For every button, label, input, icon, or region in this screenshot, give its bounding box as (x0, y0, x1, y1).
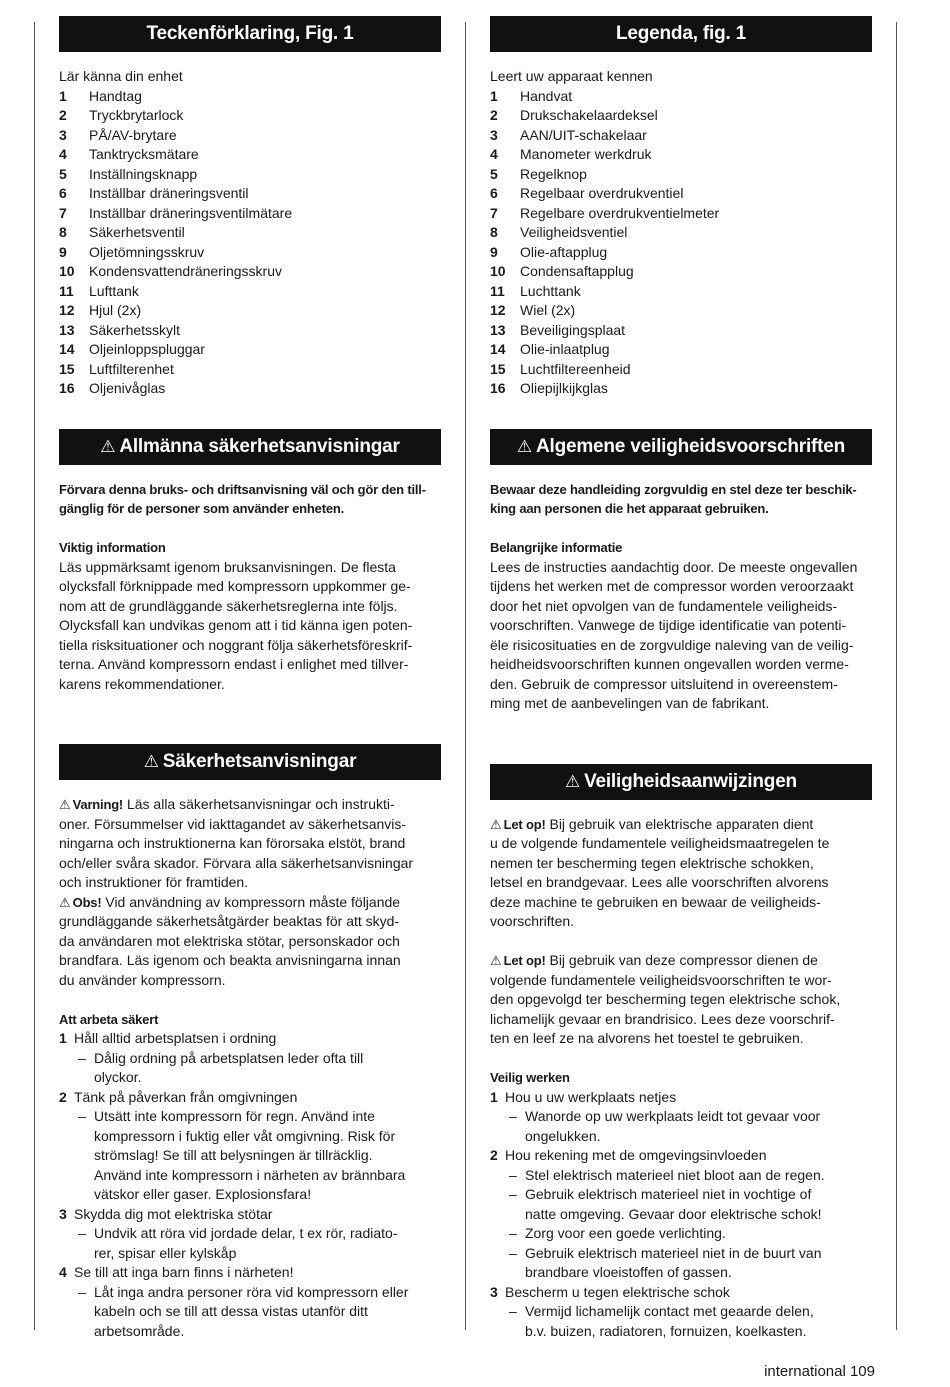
legend-item-label: Regelknop (520, 165, 587, 182)
lead-text-line: Bewaar deze handleiding zorgvuldig en stel deze ter beschik- (490, 481, 857, 497)
sub-item-text: rer, spisar eller kylskåp (94, 1244, 237, 1261)
legend-item-number: 2 (490, 107, 498, 123)
sub-item-line (59, 1068, 441, 1088)
legend-item (59, 321, 441, 341)
sub-item-text: Använd inte kompressorn i närheten av brännbara (94, 1166, 406, 1183)
sub-item-line (490, 1107, 872, 1127)
sub-item-line (59, 1322, 441, 1342)
lead-text-line: Förvara denna bruks- och driftsanvisning väl och gör den till- (59, 481, 426, 497)
dash-bullet (78, 1127, 94, 1147)
sub-item-text: Zorg voor een goede verlichting. (525, 1225, 726, 1241)
subheading: Att arbeta säkert (59, 1011, 159, 1027)
legend-item (59, 301, 441, 321)
column-divider-center (465, 22, 466, 1330)
legend-item (59, 126, 441, 146)
safety-instructions-section (59, 795, 441, 1341)
list-item-number: 3 (59, 1205, 67, 1222)
warning-text-line (490, 951, 872, 971)
warning-label: Obs! (72, 894, 102, 910)
sub-item-text: Stel elektrisch materieel niet bloot aan de regen. (525, 1166, 825, 1183)
body-text-line: heidheidsvoorschriften kunnen ongevallen worden verme- (490, 656, 849, 672)
body-text-line: Lees de instructies aandachtig door. De meeste ongevallen (490, 558, 858, 575)
warning-text-line: voorschriften. (490, 913, 575, 929)
legend-item-number: 15 (490, 360, 506, 377)
legend-item-label: Regelbaar overdrukventiel (520, 185, 684, 201)
general-safety-section (490, 480, 872, 714)
sub-item-text: Undvik att röra vid jordade delar, t ex rör, radiato- (94, 1225, 398, 1241)
legend-item (59, 243, 441, 263)
dash-bullet: – (509, 1186, 517, 1202)
warning-triangle-icon: ⚠ (59, 797, 71, 812)
sub-item-text: Dålig ordning på arbetsplatsen leder ofta till (94, 1049, 364, 1066)
legend-item-number: 13 (490, 321, 506, 338)
safety-instructions-heading: ⚠ Säkerhetsanvisningar (59, 744, 441, 780)
sub-item-text: ongelukken. (525, 1127, 601, 1144)
sub-item-line (490, 1205, 872, 1225)
legend-item-label: Oljetömningsskruv (89, 243, 205, 260)
warning-text-line: den opgevolgd ter bescherming tegen elektrische schok, (490, 991, 841, 1007)
body-text-line: voorschriften. Vanwege de tijdige identificatie van potenti- (490, 617, 847, 633)
sub-item-line (59, 1146, 441, 1166)
sub-item-line (490, 1244, 872, 1264)
legend-item-label: Luchttank (520, 282, 581, 299)
legend-item (490, 184, 872, 204)
legend-item (59, 87, 441, 107)
general-safety-section (59, 480, 441, 695)
legend-item-number: 8 (490, 224, 498, 240)
legend-item (59, 106, 441, 126)
legend-item-number: 2 (59, 107, 67, 123)
sub-item-text: natte omgeving. Gevaar door elektrische schok! (525, 1205, 822, 1222)
sub-item-line (59, 1166, 441, 1186)
dash-bullet: – (509, 1225, 517, 1241)
legend-item (490, 204, 872, 224)
dash-bullet: – (509, 1244, 517, 1261)
sub-item-line (59, 1224, 441, 1244)
sub-item-line (490, 1322, 872, 1342)
legend-item-label: Inställbar dräneringsventilmätare (89, 204, 293, 221)
legend-list (490, 67, 872, 399)
legend-heading: Teckenförklaring, Fig. 1 (59, 16, 441, 52)
warning-text-line: ten en leef ze na alvorens het toestel te gebruiken. (490, 1030, 804, 1046)
subheading: Viktig information (59, 540, 166, 555)
legend-item (490, 106, 872, 126)
legend-item (59, 282, 441, 302)
legend-item-label: Manometer werkdruk (520, 146, 652, 162)
legend-item-label: Oljeinloppspluggar (89, 341, 205, 357)
legend-item-number: 8 (59, 224, 67, 240)
legend-item-number: 10 (490, 263, 506, 279)
sub-item-line (490, 1127, 872, 1147)
legend-item (490, 262, 872, 282)
legend-item (59, 262, 441, 282)
legend-heading: Legenda, fig. 1 (490, 16, 872, 52)
legend-item (490, 360, 872, 380)
warning-text: Bij gebruik van elektrische apparaten dient (545, 815, 814, 832)
list-item-text: Håll alltid arbetsplatsen i ordning (74, 1030, 277, 1046)
list-item-number: 1 (59, 1030, 67, 1046)
dash-bullet (78, 1068, 94, 1088)
legend-item (490, 145, 872, 165)
warning-text: Bij gebruik van deze compressor dienen de (545, 952, 818, 968)
list-item-number: 3 (490, 1283, 498, 1300)
sub-item-text: Vermijd lichamelijk contact met geaarde delen, (525, 1303, 814, 1319)
warning-text-line: och/eller svåra skador. Förvara alla säkerhetsanvisningar (59, 854, 414, 871)
legend-item-label: Tanktrycksmätare (89, 146, 199, 162)
legend-item-label: Wiel (2x) (520, 302, 576, 318)
legend-intro: Leert uw apparaat kennen (490, 68, 653, 84)
legend-item-number: 11 (490, 282, 505, 299)
warning-text-line: volgende fundamentele veiligheidsvoorschriften te wor- (490, 971, 832, 988)
list-item (490, 1283, 872, 1303)
body-text-line: door het niet opvolgen van de fundamentele veiligheids- (490, 597, 838, 614)
dash-bullet (509, 1205, 525, 1225)
list-item (59, 1205, 441, 1225)
body-text-line: tiella risksituationer och noggrant följa säkerhetsföreskrif- (59, 636, 413, 653)
warning-triangle-icon: ⚠ (100, 436, 116, 456)
legend-item-number: 4 (59, 146, 67, 162)
list-item-number: 2 (59, 1088, 67, 1105)
legend-item (490, 165, 872, 185)
sub-item-line (490, 1224, 872, 1244)
sub-item-line (490, 1263, 872, 1283)
sub-item-text: kabeln och se till att dessa vistas utanför ditt (94, 1303, 368, 1319)
body-text-line: olycksfall förknippade med kompressorn uppkommer ge- (59, 578, 411, 594)
legend-item-number: 16 (490, 380, 506, 396)
warning-label: Varning! (72, 797, 124, 812)
legend-item (59, 340, 441, 360)
legend-item-number: 11 (59, 282, 74, 299)
warning-text-line (59, 795, 441, 815)
legend-item (59, 379, 441, 399)
warning-text-line: ningarna och instruktionerna kan förorsaka elstöt, brand (59, 835, 406, 851)
legend-item-label: Handtag (89, 87, 142, 104)
legend-item (59, 223, 441, 243)
legend-item (490, 379, 872, 399)
sub-item-text: vätskor eller gaser. Explosionsfara! (94, 1186, 312, 1202)
legend-item-label: Säkerhetsskylt (89, 321, 181, 338)
legend-item-label: Luftfilterenhet (89, 360, 174, 377)
warning-triangle-icon: ⚠ (490, 816, 502, 832)
sub-item-line (59, 1127, 441, 1147)
list-item-text: Skydda dig mot elektriska stötar (74, 1205, 273, 1222)
warning-text-line: lichamelijk gevaar en brandrisico. Lees deze voorschrif- (490, 1010, 835, 1027)
legend-item-number: 9 (490, 243, 498, 260)
sub-item-line (59, 1049, 441, 1069)
list-item-number: 4 (59, 1264, 67, 1280)
dash-bullet: – (78, 1049, 86, 1066)
subheading: Belangrijke informatie (490, 540, 623, 555)
legend-item-label: Inställbar dräneringsventil (89, 185, 249, 201)
list-item (59, 1263, 441, 1283)
legend-item-label: Hjul (2x) (89, 302, 142, 318)
sub-item-text: kompressorn i fuktig eller våt omgivning. Risk för (94, 1127, 396, 1144)
legend-item-number: 12 (59, 302, 75, 318)
warning-text-line: grundläggande säkerhetsåtgärder beaktas för att skyd- (59, 913, 400, 929)
legend-item (59, 204, 441, 224)
legend-item-number: 15 (59, 360, 75, 377)
legend-item-label: Regelbare overdrukventielmeter (520, 204, 720, 221)
dash-bullet (78, 1244, 94, 1264)
warning-text-line: brandfara. Läs igenom och beakta anvisningarna innan (59, 952, 401, 968)
legend-intro: Lär känna din enhet (59, 68, 183, 84)
warning-text-line: da användaren mot elektriska stötar, personskador och (59, 932, 400, 949)
warning-text-line: u de volgende fundamentele veiligheidsmaatregelen te (490, 835, 830, 851)
lead-text-line: gänglig för de personer som använder enheten. (59, 501, 345, 516)
legend-item-label: AAN/UIT-schakelaar (520, 126, 647, 143)
list-item-text: Se till att inga barn finns i närheten! (74, 1264, 294, 1280)
list-item-text: Tänk på påverkan från omgivningen (74, 1088, 298, 1105)
dash-bullet (78, 1166, 94, 1186)
warning-text-line: nemen ter bescherming tegen elektrische schokken, (490, 854, 814, 871)
legend-item-number: 6 (59, 185, 67, 201)
legend-item (490, 301, 872, 321)
legend-item-label: Oljenivåglas (89, 380, 166, 396)
legend-item-number: 10 (59, 263, 75, 279)
dash-bullet (509, 1263, 525, 1283)
dash-bullet (509, 1127, 525, 1147)
sub-item-line (490, 1185, 872, 1205)
legend-item (490, 321, 872, 341)
safety-instructions-section (490, 815, 872, 1342)
spacer (59, 990, 441, 1010)
legend-item-number: 16 (59, 380, 75, 396)
dash-bullet: – (78, 1225, 86, 1241)
warning-triangle-icon: ⚠ (516, 436, 532, 456)
legend-item-number: 5 (490, 165, 498, 182)
subheading: Veilig werken (490, 1070, 570, 1085)
legend-item (490, 340, 872, 360)
legend-item-number: 3 (59, 126, 67, 143)
legend-item-label: Inställningsknapp (89, 165, 198, 182)
sub-item-line (59, 1302, 441, 1322)
left-column (59, 16, 441, 1341)
legend-item-label: Handvat (520, 87, 573, 104)
spacer (490, 1049, 872, 1069)
sub-item-text: b.v. buizen, radiatoren, fornuizen, koelkasten. (525, 1322, 807, 1339)
legend-item-label: Beveiligingsplaat (520, 321, 626, 338)
body-text-line: Läs uppmärksamt igenom bruksanvisningen. De flesta (59, 558, 396, 575)
list-item-text: Hou rekening met de omgevingsinvloeden (505, 1147, 767, 1163)
right-column (490, 16, 872, 1341)
body-text-line: tijdens het werken met de compressor worden veroorzaakt (490, 578, 854, 594)
body-text-line: ële risicosituaties en de zorgvuldige naleving van de veilig- (490, 636, 854, 653)
legend-item-number: 9 (59, 243, 67, 260)
body-text-line: Olycksfall kan undvikas genom att i tid känna igen poten- (59, 617, 413, 633)
body-text-line: karens rekommendationer. (59, 675, 225, 692)
legend-item-number: 7 (490, 204, 498, 221)
warning-text-line: deze machine te gebruiken en bewaar de veiligheids- (490, 893, 821, 910)
page-footer: international 109 (764, 1363, 875, 1380)
lead-text-line: king aan personen die het apparaat gebruiken. (490, 501, 769, 516)
sub-item-text: brandbare vloeistoffen of gassen. (525, 1264, 732, 1280)
legend-item (59, 165, 441, 185)
legend-item (490, 223, 872, 243)
body-text-line: den. Gebruik de compressor uitsluitend in overeenstem- (490, 675, 838, 692)
dash-bullet: – (78, 1108, 86, 1124)
warning-text-line: och instruktioner för framtiden. (59, 874, 249, 890)
legend-item-number: 14 (490, 341, 506, 357)
legend-item-number: 13 (59, 321, 75, 338)
warning-label: Let op! (503, 953, 546, 968)
legend-item-number: 3 (490, 126, 498, 143)
dash-bullet (78, 1302, 94, 1322)
legend-item-number: 14 (59, 341, 75, 357)
sub-item-text: Låt inga andra personer röra vid kompressorn eller (94, 1283, 409, 1300)
sub-item-line (490, 1166, 872, 1186)
legend-item-number: 4 (490, 146, 498, 162)
legend-item-label: Veiligheidsventiel (520, 224, 628, 240)
column-divider-left (34, 22, 35, 1330)
legend-item-number: 1 (490, 87, 498, 104)
legend-item-label: Luchtfiltereenheid (520, 360, 631, 377)
legend-item (490, 87, 872, 107)
warning-triangle-icon: ⚠ (143, 752, 159, 771)
sub-item-text: olyckor. (94, 1069, 142, 1085)
list-item-text: Bescherm u tegen elektrische schok (505, 1283, 730, 1300)
list-item-text: Hou u uw werkplaats netjes (505, 1088, 677, 1105)
legend-item-label: Säkerhetsventil (89, 224, 185, 240)
legend-item-label: Olie-aftapplug (520, 243, 608, 260)
body-text-line: ming met de aanbevelingen van de fabrikant. (490, 695, 770, 711)
legend-item-number: 12 (490, 302, 506, 318)
legend-item-label: Olie-inlaatplug (520, 341, 610, 357)
column-divider-right (896, 22, 897, 1330)
warning-triangle-icon: ⚠ (565, 771, 581, 791)
dash-bullet: – (509, 1166, 517, 1183)
warning-text-line (59, 893, 441, 913)
legend-item-label: Tryckbrytarlock (89, 107, 184, 123)
legend-list (59, 67, 441, 399)
legend-item-label: Kondensvattendräneringsskruv (89, 263, 283, 279)
dash-bullet: – (509, 1108, 517, 1124)
dash-bullet: – (509, 1303, 517, 1319)
legend-item-label: Lufttank (89, 282, 139, 299)
legend-item-number: 1 (59, 87, 67, 104)
spacer (490, 519, 872, 539)
list-item (490, 1088, 872, 1108)
warning-text-line (490, 815, 872, 835)
warning-triangle-icon: ⚠ (490, 953, 502, 968)
list-item (59, 1029, 441, 1049)
legend-item-number: 7 (59, 204, 67, 221)
legend-item-label: PÅ/AV-brytare (89, 126, 177, 143)
legend-item (490, 243, 872, 263)
spacer (490, 932, 872, 952)
warning-triangle-icon: ⚠ (59, 894, 71, 910)
warning-text: Läs alla säkerhetsanvisningar och instrukti- (123, 796, 395, 812)
sub-item-line (490, 1302, 872, 1322)
warning-text-line: oner. Försummelser vid iakttagandet av säkerhetsanvis- (59, 815, 407, 832)
legend-item-label: Condensaftapplug (520, 263, 634, 279)
sub-item-text: Gebruik elektrisch materieel niet in vochtige of (525, 1186, 812, 1202)
sub-item-text: arbetsområde. (94, 1322, 185, 1339)
list-item (490, 1146, 872, 1166)
sub-item-line (59, 1244, 441, 1264)
general-safety-heading: ⚠ Algemene veiligheidsvoorschriften (490, 429, 872, 465)
sub-item-text: Gebruik elektrisch materieel niet in de buurt van (525, 1244, 822, 1261)
body-text-line: nom att de grundläggande säkerhetsreglerna inte följs. (59, 597, 398, 614)
legend-item-label: Oliepijlkijkglas (520, 380, 608, 396)
sub-item-line (59, 1283, 441, 1303)
legend-item-label: Drukschakelaardeksel (520, 107, 658, 123)
dash-bullet (78, 1185, 94, 1205)
list-item (59, 1088, 441, 1108)
sub-item-text: Utsätt inte kompressorn för regn. Använd inte (94, 1108, 375, 1124)
dash-bullet: – (78, 1283, 86, 1300)
warning-text: Vid användning av kompressorn måste följande (101, 893, 401, 910)
legend-item (490, 282, 872, 302)
legend-item-number: 6 (490, 185, 498, 201)
warning-text-line: letsel en brandgevaar. Lees alle voorschriften alvorens (490, 874, 829, 890)
warning-text-line: du använder kompressorn. (59, 971, 226, 988)
safety-instructions-heading: ⚠ Veiligheidsaanwijzingen (490, 764, 872, 800)
dash-bullet (509, 1322, 525, 1342)
sub-item-line (59, 1107, 441, 1127)
body-text-line: terna. Använd kompressorn endast i enlighet med tillver- (59, 656, 409, 672)
list-item-number: 1 (490, 1088, 498, 1105)
dash-bullet (78, 1322, 94, 1342)
sub-item-text: Wanorde op uw werkplaats leidt tot gevaar voor (525, 1108, 821, 1124)
spacer (59, 519, 441, 539)
legend-item (59, 360, 441, 380)
sub-item-line (59, 1185, 441, 1205)
warning-label: Let op! (503, 816, 546, 832)
legend-item-number: 5 (59, 165, 67, 182)
sub-item-text: strömslag! Se till att belysningen är tillräcklig. (94, 1147, 373, 1163)
general-safety-heading: ⚠ Allmänna säkerhetsanvisningar (59, 429, 441, 465)
dash-bullet (78, 1146, 94, 1166)
legend-item (490, 126, 872, 146)
legend-item (59, 145, 441, 165)
list-item-number: 2 (490, 1147, 498, 1163)
legend-item (59, 184, 441, 204)
